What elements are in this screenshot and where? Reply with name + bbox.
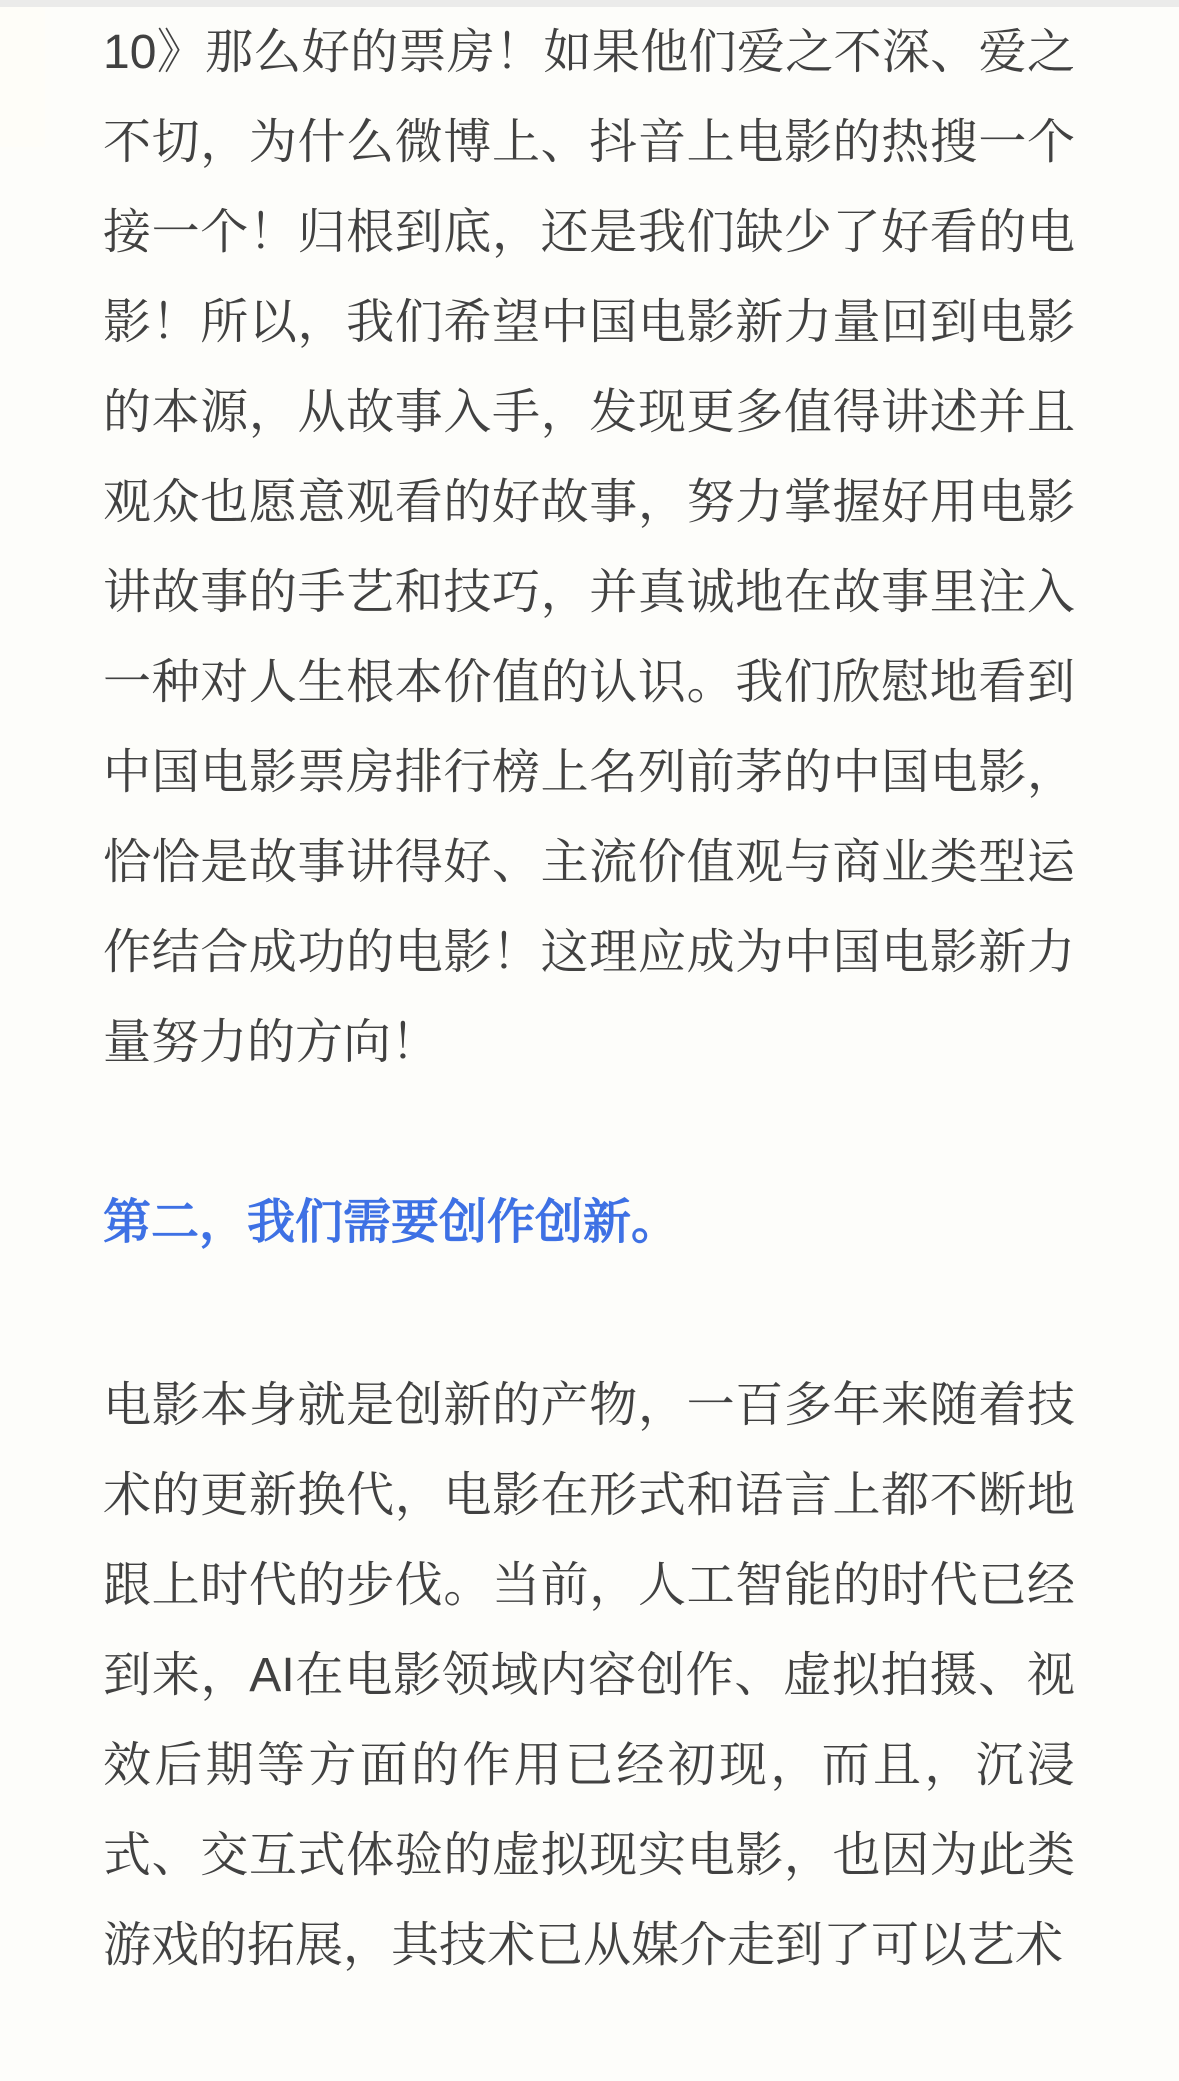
paragraph-2: 电影本身就是创新的产物，一百多年来随着技术的更新换代，电影在形式和语言上都不断地跟上时代的步伐。当前，人工智能的时代已经到来，AI在电影领域内容创作、虚拟拍摄、视效后期等方面的作用已经初现，而且，沉浸式、交互式体验的虚拟现实电影，也因为此类游戏的拓展，其技术已从媒介走到了可以艺术 xyxy=(103,1379,1075,1972)
section-heading: 第二，我们需要创作创新。 xyxy=(103,1196,680,1249)
paragraph-1: 10》那么好的票房！如果他们爱之不深、爱之不切，为什么微博上、抖音上电影的热搜一个接一个！归根到底，还是我们缺少了好看的电影！所以，我们希望中国电影新力量回到电影的本源，从故事入手，发现更多值得讲述并且观众也愿意观看的好故事，努力掌握好用电影讲故事的手艺和技巧，并真诚地在故事里注入一种对人生根本价值的认识。我们欣慰地看到中国电影票房排行榜上名列前茅的中国电影，恰恰是故事讲得好、主流价值观与商业类型运作结合成功的电影！这理应成为中国电影新力量努力的方向！ xyxy=(103,26,1075,1069)
